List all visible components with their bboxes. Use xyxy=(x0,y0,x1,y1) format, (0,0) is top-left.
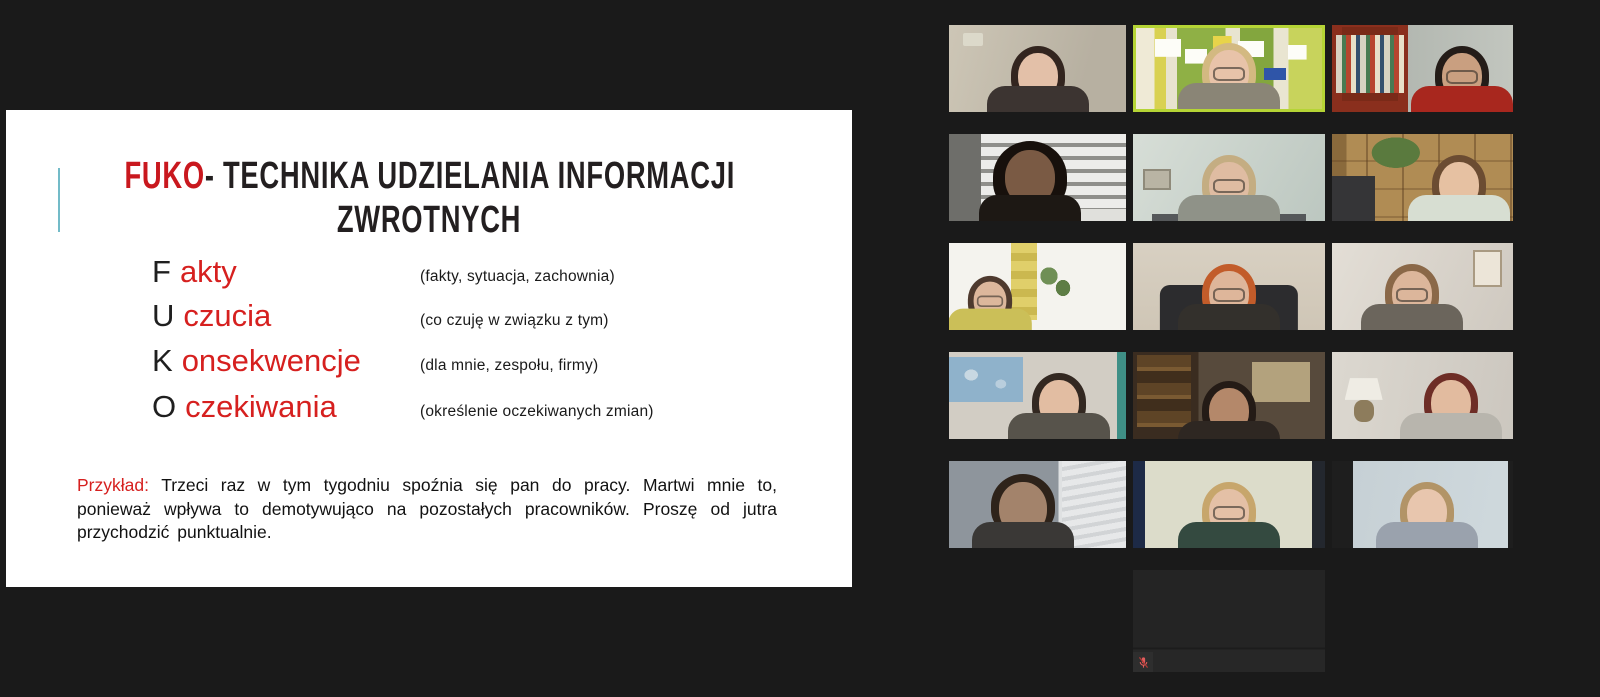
silhouette-torso xyxy=(987,86,1089,112)
participant-silhouette xyxy=(1181,264,1277,330)
participant-silhouette xyxy=(1181,155,1277,221)
silhouette-torso xyxy=(1178,195,1280,221)
acronym-note: (fakty, sytuacja, zachownia) xyxy=(420,268,615,285)
participant-video xyxy=(949,25,1126,112)
video-tile-6[interactable] xyxy=(1332,134,1513,221)
participant-silhouette xyxy=(967,474,1079,548)
slide-title-rest: - TECHNIKA UDZIELANIA INFORMACJI xyxy=(204,155,736,197)
video-tile-14[interactable] xyxy=(1133,461,1325,548)
video-tile-2[interactable] xyxy=(1133,25,1325,112)
acronym-item-u xyxy=(152,298,609,338)
participant-video xyxy=(1133,461,1325,548)
acronym-note: (określenie oczekiwanych zmian) xyxy=(420,403,654,420)
acronym-item-o xyxy=(152,389,654,429)
participant-video xyxy=(1133,570,1325,672)
participant-silhouette xyxy=(1181,43,1277,109)
video-tile-4[interactable] xyxy=(949,134,1126,221)
acronym-letter: K xyxy=(152,343,173,378)
silhouette-torso xyxy=(1178,522,1280,548)
acronym-item-f xyxy=(152,254,615,294)
silhouette-torso xyxy=(1408,195,1510,221)
participant-silhouette xyxy=(1011,373,1107,439)
video-tile-1[interactable] xyxy=(949,25,1126,112)
acronym-word: czucia xyxy=(183,298,272,333)
participant-video xyxy=(1332,25,1513,112)
participant-silhouette xyxy=(1379,482,1475,548)
silhouette-torso xyxy=(1178,421,1280,439)
acronym-word: akty xyxy=(179,254,237,289)
video-tile-16[interactable] xyxy=(1133,570,1325,672)
video-tile-3[interactable] xyxy=(1332,25,1513,112)
slide-title xyxy=(6,154,852,242)
presentation-slide xyxy=(6,110,852,587)
participant-silhouette xyxy=(1364,264,1460,330)
video-tile-10[interactable] xyxy=(949,352,1126,439)
video-tile-5[interactable] xyxy=(1133,134,1325,221)
participant-silhouette xyxy=(1403,373,1499,439)
silhouette-torso xyxy=(1178,83,1280,109)
slide-title-accent: FUKO xyxy=(124,155,205,197)
participant-silhouette xyxy=(1181,381,1277,439)
participant-video xyxy=(1136,28,1322,109)
silhouette-torso xyxy=(1411,86,1513,112)
video-background xyxy=(1133,570,1325,672)
silhouette-torso xyxy=(1361,304,1463,330)
participant-silhouette xyxy=(1411,155,1507,221)
example-label: Przykład: xyxy=(77,475,149,495)
participant-silhouette xyxy=(1414,46,1510,112)
participant-video xyxy=(949,243,1126,330)
silhouette-torso xyxy=(1178,304,1280,330)
participant-grid xyxy=(949,25,1513,672)
video-tile-8[interactable] xyxy=(1133,243,1325,330)
participant-video xyxy=(1332,134,1513,221)
participant-video xyxy=(1133,352,1325,439)
acronym-letter: U xyxy=(152,298,175,333)
acronym-word: czekiwania xyxy=(185,389,337,424)
silhouette-torso xyxy=(1008,413,1110,439)
example-text: Trzeci raz w tym tygodniu spoźnia się pan do pracy. Martwi mnie to, ponieważ wpływa to demotywująco na pozostałych pracowników. Proszę od jutra przychodzić punktualnie. xyxy=(77,475,778,542)
silhouette-torso xyxy=(949,309,1032,330)
silhouette-torso xyxy=(972,522,1074,548)
participant-video xyxy=(1353,461,1508,548)
participant-video xyxy=(1133,134,1325,221)
silhouette-torso xyxy=(1376,522,1478,548)
participant-silhouette xyxy=(971,141,1089,221)
acronym-letter: F xyxy=(152,254,171,289)
participant-video xyxy=(949,352,1126,439)
acronym-item-k xyxy=(152,343,599,383)
participant-video xyxy=(949,461,1126,548)
silhouette-torso xyxy=(1400,413,1502,439)
acronym-letter: O xyxy=(152,389,177,424)
acronym-word: onsekwencje xyxy=(181,343,361,378)
participant-silhouette xyxy=(1181,482,1277,548)
muted-mic-glyph xyxy=(1137,656,1150,669)
silhouette-torso xyxy=(979,195,1081,221)
participant-video xyxy=(1332,243,1513,330)
video-tile-7[interactable] xyxy=(949,243,1126,330)
muted-mic-icon xyxy=(1133,652,1153,672)
acronym-note: (co czuję w związku z tym) xyxy=(420,312,609,329)
example-paragraph xyxy=(77,474,777,545)
participant-silhouette xyxy=(950,276,1029,330)
participant-video xyxy=(949,134,1126,221)
video-tile-9[interactable] xyxy=(1332,243,1513,330)
participant-silhouette xyxy=(990,46,1086,112)
video-tile-12[interactable] xyxy=(1332,352,1513,439)
acronym-note: (dla mnie, zespołu, firmy) xyxy=(420,357,599,374)
slide-title-line2: ZWROTNYCH xyxy=(336,199,522,241)
participant-video xyxy=(1332,352,1513,439)
video-tile-13[interactable] xyxy=(949,461,1126,548)
participant-video xyxy=(1133,243,1325,330)
video-tile-11[interactable] xyxy=(1133,352,1325,439)
slide-title-line1 xyxy=(124,154,736,198)
video-tile-15[interactable] xyxy=(1332,461,1513,548)
